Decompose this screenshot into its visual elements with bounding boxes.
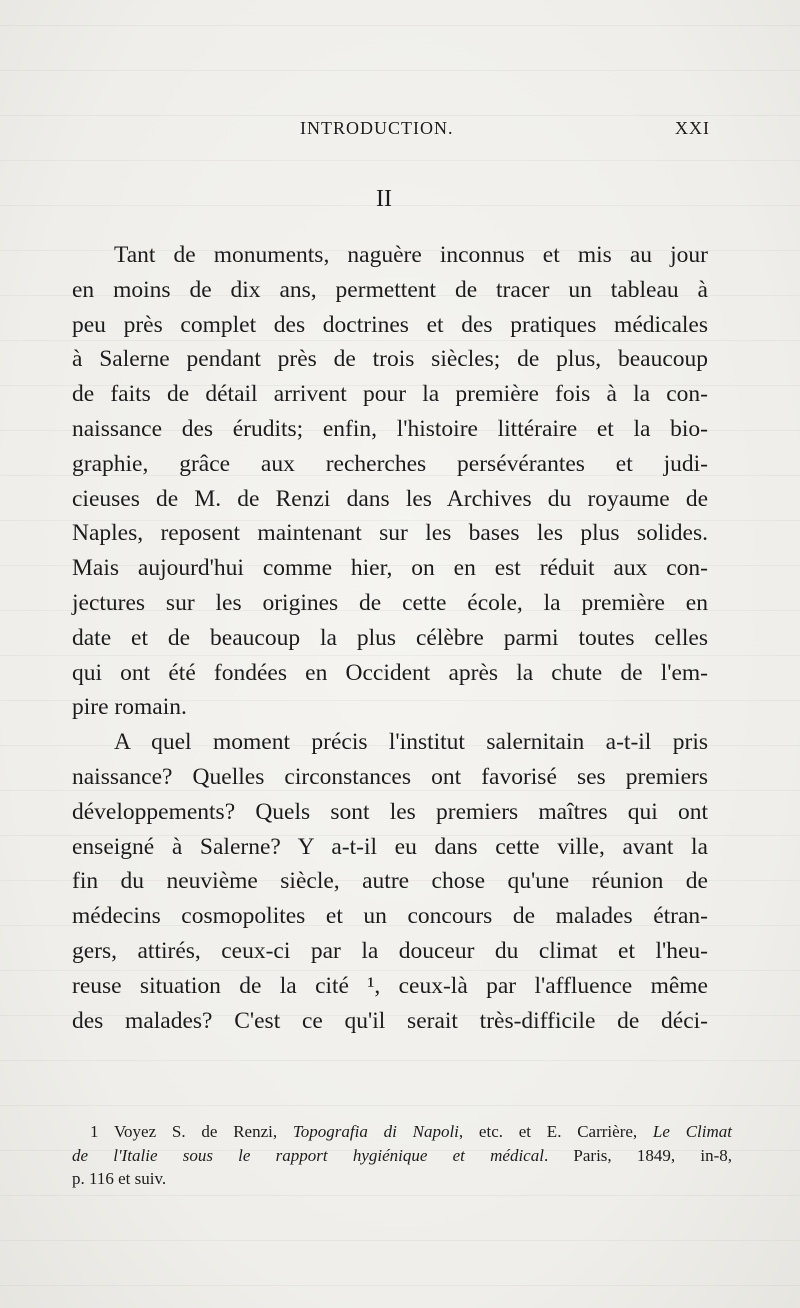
footnote-work-title: de l'Italie sous le rapport hygiénique et médical [72, 1145, 544, 1165]
footnote-text: 1 Voyez S. de Renzi, [90, 1122, 293, 1141]
text-line: naissance? Quelles circonstances ont favorisé ses premiers [72, 763, 708, 790]
text-line: gers, attirés, ceux-ci par la douceur du climat et l'heu- [72, 937, 708, 964]
text-line: jectures sur les origines de cette école, la première en [72, 589, 708, 616]
text-line: A quel moment précis l'institut salernitain a-t-il pris [114, 729, 708, 756]
text-line: Mais aujourd'hui comme hier, on en est réduit aux con- [72, 555, 708, 582]
text-line: à Salerne pendant près de trois siècles; de plus, beaucoup [72, 346, 708, 373]
page-number: XXI [675, 118, 710, 138]
text-line: graphie, grâce aux recherches persévérantes et judi- [72, 450, 708, 477]
text-line: enseigné à Salerne? Y a-t-il eu dans cette ville, avant la [72, 833, 708, 860]
text-line: naissance des érudits; enfin, l'histoire littéraire et la bio- [72, 415, 708, 442]
footnote-text: . Paris, 1849, in-8, [543, 1145, 732, 1165]
footnote-line [72, 1144, 732, 1168]
text-line: Naples, reposent maintenant sur les bases les plus solides. [72, 520, 708, 547]
text-line: Tant de monuments, naguère inconnus et mis au jour [114, 242, 708, 268]
section-number: II [376, 186, 392, 212]
footnote-work-title: Le Climat [652, 1122, 732, 1141]
body-text [72, 238, 708, 1038]
text-line: des malades? C'est ce qu'il serait très-difficile de déci- [72, 1007, 708, 1034]
footnote-text: , etc. et E. Carrière, [458, 1122, 653, 1141]
text-line: fin du neuvième siècle, autre chose qu'une réunion de [72, 868, 708, 895]
text-line: peu près complet des doctrines et des pratiques médicales [72, 311, 708, 338]
footnote-work-title: Topografia di Napoli [292, 1122, 459, 1141]
footnote-line [72, 1120, 732, 1144]
text-line: médecins cosmopolites et un concours de malades étran- [72, 903, 708, 930]
text-line: pire romain. [72, 694, 187, 721]
footnote-line: p. 116 et suiv. [72, 1169, 167, 1188]
text-line: développements? Quels sont les premiers maîtres qui ont [72, 798, 708, 825]
running-header [300, 118, 710, 139]
text-line: de faits de détail arrivent pour la première fois à la con- [72, 381, 708, 408]
running-title: INTRODUCTION. [300, 118, 454, 138]
text-line: qui ont été fondées en Occident après la chute de l'em- [72, 659, 708, 686]
text-line: cieuses de M. de Renzi dans les Archives du royaume de [72, 485, 708, 512]
text-line: reuse situation de la cité ¹, ceux-là par l'affluence même [72, 972, 708, 999]
text-line: date et de beaucoup la plus célèbre parmi toutes celles [72, 624, 708, 651]
text-line: en moins de dix ans, permettent de tracer un tableau à [72, 276, 708, 303]
footnote [72, 1120, 732, 1191]
